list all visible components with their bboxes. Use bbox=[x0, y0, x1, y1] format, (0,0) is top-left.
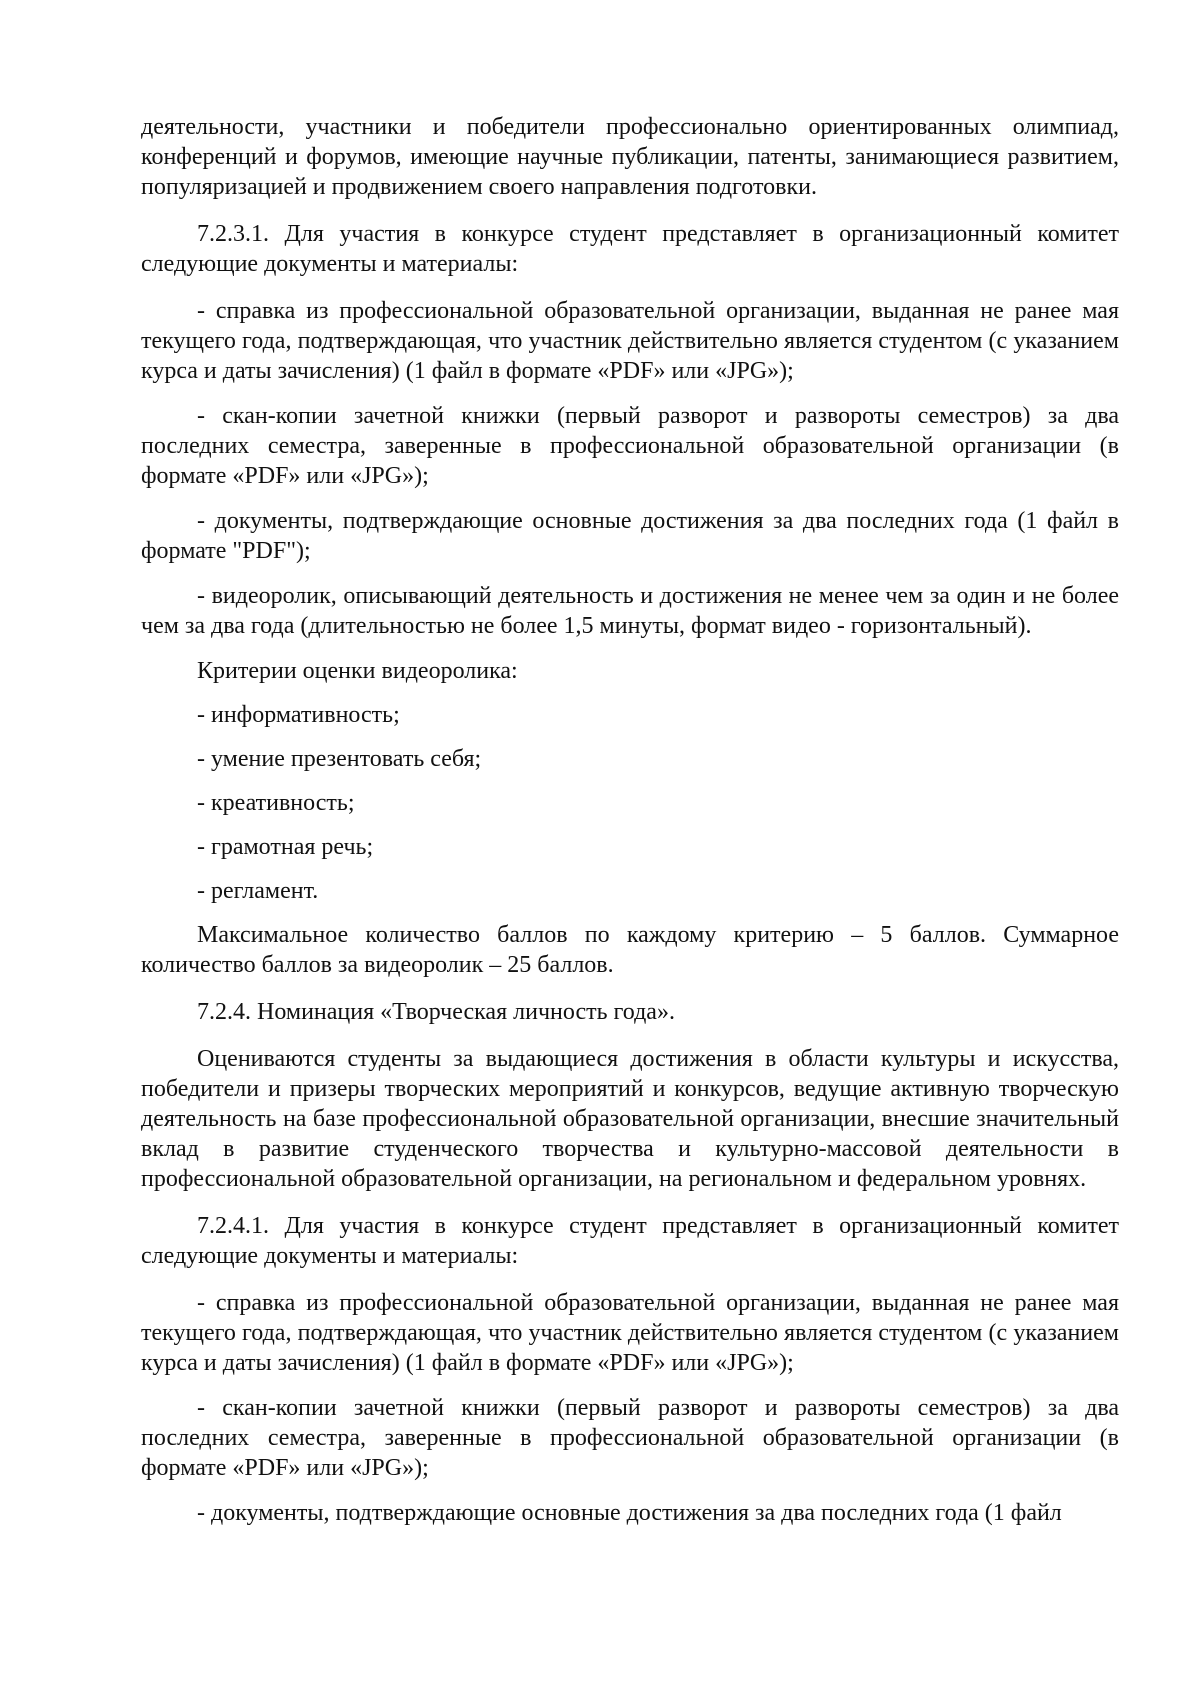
criteria-item: - креативность; bbox=[197, 790, 355, 816]
section-heading-7-2-3-1: 7.2.3.1. Для участия в конкурсе студент представляет в организационный комитет следующие документы и материалы: bbox=[141, 221, 1119, 277]
document-body bbox=[141, 112, 1119, 1528]
criteria-item: - информативность; bbox=[197, 702, 400, 728]
list-item: - справка из профессиональной образовательной организации, выданная не ранее мая текущего года, подтверждающая, что участник действительно является студентом (с указанием курса и даты зачисления) (1 файл в формате «PDF» или «JPG»); bbox=[141, 1290, 1119, 1376]
criteria-item: - умение презентовать себя; bbox=[197, 746, 482, 772]
list-item: - скан-копии зачетной книжки (первый разворот и развороты семестров) за два последних семестра, заверенные в профессиональной образовательной организации (в формате «PDF» или «JPG»); bbox=[141, 403, 1119, 489]
nomination-description: Оцениваются студенты за выдающиеся достижения в области культуры и искусства, победители и призеры творческих мероприятий и конкурсов, ведущие активную творческую деятельность на базе профессиональной образовательной организации, внесшие значительный вклад в развитие студенческого творчества и культурно-массовой деятельности в профессиональной образовательной организации, на региональном и федеральном уровнях. bbox=[141, 1046, 1119, 1192]
list-item: - скан-копии зачетной книжки (первый разворот и развороты семестров) за два последних семестра, заверенные в профессиональной образовательной организации (в формате «PDF» или «JPG»); bbox=[141, 1395, 1119, 1481]
list-item: - видеоролик, описывающий деятельность и достижения не менее чем за один и не более чем за два года (длительностью не более 1,5 минуты, формат видео - горизонтальный). bbox=[141, 583, 1119, 639]
list-item: - справка из профессиональной образовательной организации, выданная не ранее мая текущего года, подтверждающая, что участник действительно является студентом (с указанием курса и даты зачисления) (1 файл в формате «PDF» или «JPG»); bbox=[141, 298, 1119, 384]
section-heading-7-2-4-1: 7.2.4.1. Для участия в конкурсе студент представляет в организационный комитет следующие документы и материалы: bbox=[141, 1213, 1119, 1269]
list-item: - документы, подтверждающие основные достижения за два последних года (1 файл bbox=[197, 1500, 1062, 1526]
criteria-item: - регламент. bbox=[197, 878, 319, 904]
section-heading-7-2-4: 7.2.4. Номинация «Творческая личность года». bbox=[197, 999, 675, 1025]
list-item: - документы, подтверждающие основные достижения за два последних года (1 файл в формате "PDF"); bbox=[141, 508, 1119, 564]
criteria-heading: Критерии оценки видеоролика: bbox=[197, 658, 518, 684]
criteria-item: - грамотная речь; bbox=[197, 834, 374, 860]
paragraph-continuation: деятельности, участники и победители профессионально ориентированных олимпиад, конференций и форумов, имеющие научные публикации, патенты, занимающиеся развитием, популяризацией и продвижением своего направления подготовки. bbox=[141, 114, 1119, 200]
scoring-paragraph: Максимальное количество баллов по каждому критерию – 5 баллов. Суммарное количество баллов за видеоролик – 25 баллов. bbox=[141, 922, 1119, 978]
